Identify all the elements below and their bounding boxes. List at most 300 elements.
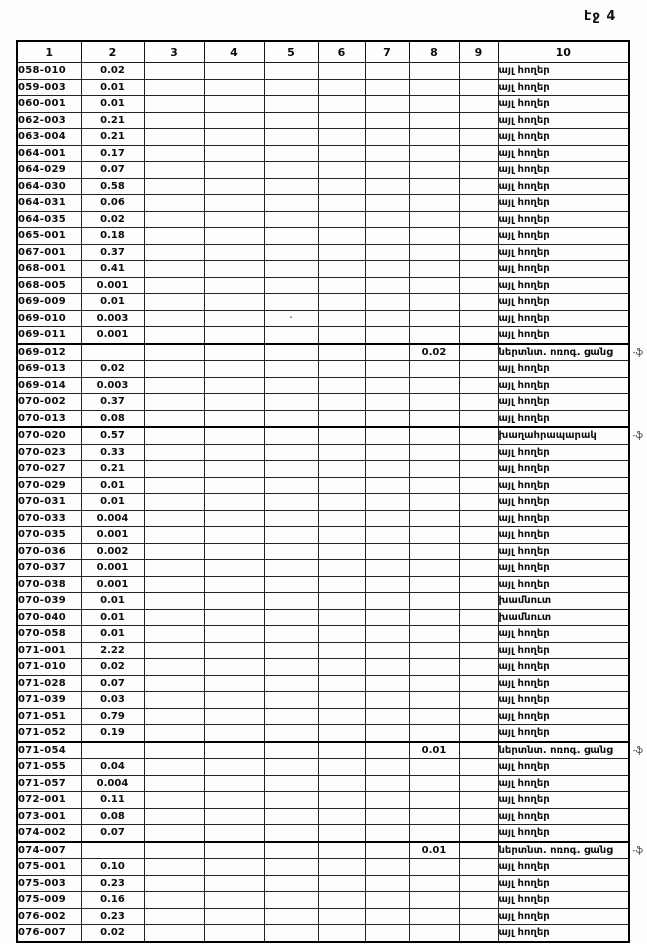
parcel-code-cell: 071-052 bbox=[17, 725, 81, 742]
area-value-cell: 0.79 bbox=[81, 708, 144, 725]
empty-cell bbox=[409, 178, 459, 195]
empty-cell bbox=[409, 875, 459, 892]
area-value-cell: 0.18 bbox=[81, 228, 144, 245]
empty-cell bbox=[264, 675, 318, 692]
empty-cell bbox=[365, 875, 409, 892]
land-use-label: ներտնտ. ոռոգ. ցանց bbox=[498, 744, 613, 756]
empty-cell bbox=[144, 178, 204, 195]
empty-cell bbox=[318, 510, 365, 527]
empty-cell bbox=[264, 228, 318, 245]
empty-cell bbox=[264, 178, 318, 195]
area-value-cell: 0.58 bbox=[81, 178, 144, 195]
area-value-cell: 0.41 bbox=[81, 261, 144, 278]
empty-cell bbox=[144, 825, 204, 842]
land-use-cell bbox=[498, 427, 643, 444]
empty-cell bbox=[144, 842, 204, 859]
empty-cell bbox=[318, 925, 365, 942]
table-row bbox=[17, 294, 629, 311]
empty-cell bbox=[144, 742, 204, 759]
parcel-code-cell: 070-058 bbox=[17, 626, 81, 643]
table-row bbox=[17, 145, 629, 162]
table-row bbox=[17, 675, 629, 692]
area-value-cell: 0.01 bbox=[81, 494, 144, 511]
empty-cell bbox=[409, 145, 459, 162]
empty-cell bbox=[204, 178, 264, 195]
empty-cell bbox=[144, 692, 204, 709]
empty-cell bbox=[459, 394, 498, 411]
table-row bbox=[17, 427, 629, 444]
empty-cell bbox=[459, 859, 498, 876]
table-row bbox=[17, 494, 629, 511]
empty-cell bbox=[318, 129, 365, 146]
empty-cell bbox=[409, 129, 459, 146]
land-use-cell bbox=[498, 377, 629, 394]
land-use-cell bbox=[498, 892, 629, 909]
empty-cell bbox=[264, 792, 318, 809]
empty-cell bbox=[318, 775, 365, 792]
empty-cell bbox=[365, 775, 409, 792]
empty-cell bbox=[365, 759, 409, 776]
empty-cell bbox=[365, 510, 409, 527]
table-row bbox=[17, 659, 629, 676]
empty-cell bbox=[365, 477, 409, 494]
land-use-cell bbox=[498, 842, 643, 859]
empty-cell bbox=[459, 808, 498, 825]
empty-cell bbox=[144, 327, 204, 344]
empty-cell bbox=[365, 659, 409, 676]
parcel-code-cell: 070-002 bbox=[17, 394, 81, 411]
area-value-cell: 0.08 bbox=[81, 410, 144, 427]
empty-cell bbox=[365, 609, 409, 626]
empty-cell bbox=[365, 494, 409, 511]
empty-cell bbox=[264, 277, 318, 294]
parcel-code-cell: 067-001 bbox=[17, 244, 81, 261]
area-value-cell: 0.23 bbox=[81, 875, 144, 892]
area-value-cell: 0.19 bbox=[81, 725, 144, 742]
empty-cell bbox=[459, 792, 498, 809]
land-use-label: այլ հողեր bbox=[498, 379, 550, 391]
empty-cell bbox=[204, 228, 264, 245]
empty-cell bbox=[409, 494, 459, 511]
empty-cell bbox=[409, 427, 459, 444]
empty-cell bbox=[144, 494, 204, 511]
margin-handwritten-note: -ֆ bbox=[632, 431, 643, 441]
area-value-cell: 0.01 bbox=[81, 294, 144, 311]
empty-cell bbox=[264, 494, 318, 511]
land-use-cell bbox=[498, 908, 629, 925]
table-row bbox=[17, 310, 629, 327]
empty-cell bbox=[365, 344, 409, 361]
empty-cell bbox=[409, 444, 459, 461]
parcel-code-cell: 070-020 bbox=[17, 427, 81, 444]
land-use-cell bbox=[498, 642, 629, 659]
parcel-code-cell: 069-010 bbox=[17, 310, 81, 327]
empty-cell bbox=[409, 626, 459, 643]
empty-cell bbox=[144, 609, 204, 626]
table-row bbox=[17, 593, 629, 610]
empty-cell bbox=[365, 642, 409, 659]
empty-cell bbox=[409, 892, 459, 909]
empty-cell bbox=[409, 477, 459, 494]
area-value-cell bbox=[81, 842, 144, 859]
empty-cell bbox=[144, 211, 204, 228]
empty-cell bbox=[459, 593, 498, 610]
table-row bbox=[17, 842, 629, 859]
empty-cell bbox=[459, 162, 498, 179]
land-use-label: այլ հողեր bbox=[498, 910, 550, 922]
area-value-cell: 0.04 bbox=[81, 759, 144, 776]
column8-value-cell: 0.01 bbox=[409, 842, 459, 859]
empty-cell bbox=[459, 96, 498, 113]
land-use-label: այլ հողեր bbox=[498, 827, 550, 839]
land-use-label: այլ հողեր bbox=[498, 677, 550, 689]
land-use-label: այլ հողեր bbox=[498, 65, 550, 77]
parcel-code-cell: 070-037 bbox=[17, 560, 81, 577]
empty-cell bbox=[264, 626, 318, 643]
empty-cell bbox=[144, 527, 204, 544]
area-value-cell: 0.001 bbox=[81, 327, 144, 344]
empty-cell bbox=[144, 410, 204, 427]
parcel-code-cell: 070-040 bbox=[17, 609, 81, 626]
land-use-label: այլ հողեր bbox=[498, 463, 550, 475]
empty-cell bbox=[318, 228, 365, 245]
parcel-code-cell: 070-035 bbox=[17, 527, 81, 544]
empty-cell bbox=[409, 410, 459, 427]
empty-cell bbox=[204, 211, 264, 228]
empty-cell bbox=[264, 427, 318, 444]
empty-cell bbox=[204, 129, 264, 146]
empty-cell bbox=[409, 708, 459, 725]
empty-cell bbox=[409, 759, 459, 776]
empty-cell bbox=[204, 527, 264, 544]
empty-cell bbox=[144, 277, 204, 294]
empty-cell bbox=[204, 494, 264, 511]
parcel-code-cell: 072-001 bbox=[17, 792, 81, 809]
empty-cell bbox=[459, 892, 498, 909]
empty-cell bbox=[459, 344, 498, 361]
table-row bbox=[17, 63, 629, 80]
empty-cell bbox=[144, 759, 204, 776]
stray-mark-cell bbox=[264, 310, 318, 327]
empty-cell bbox=[318, 892, 365, 909]
empty-cell bbox=[459, 675, 498, 692]
empty-cell bbox=[318, 79, 365, 96]
empty-cell bbox=[144, 908, 204, 925]
empty-cell bbox=[264, 145, 318, 162]
empty-cell bbox=[459, 461, 498, 478]
empty-cell bbox=[318, 527, 365, 544]
empty-cell bbox=[264, 659, 318, 676]
land-use-label: ներտնտ. ոռոգ. ցանց bbox=[498, 346, 613, 358]
area-value-cell: 0.21 bbox=[81, 112, 144, 129]
parcel-code-cell: 059-003 bbox=[17, 79, 81, 96]
empty-cell bbox=[144, 361, 204, 378]
margin-handwritten-note: -ֆ bbox=[632, 745, 643, 756]
empty-cell bbox=[264, 461, 318, 478]
empty-cell bbox=[204, 162, 264, 179]
parcel-code-cell: 069-011 bbox=[17, 327, 81, 344]
column-header-10: 10 bbox=[498, 41, 629, 63]
empty-cell bbox=[365, 842, 409, 859]
empty-cell bbox=[459, 178, 498, 195]
parcel-code-cell: 062-003 bbox=[17, 112, 81, 129]
land-use-cell bbox=[498, 725, 629, 742]
empty-cell bbox=[365, 708, 409, 725]
empty-cell bbox=[204, 461, 264, 478]
empty-cell bbox=[144, 792, 204, 809]
empty-cell bbox=[144, 925, 204, 942]
empty-cell bbox=[365, 444, 409, 461]
empty-cell bbox=[459, 261, 498, 278]
table-header-row bbox=[17, 41, 629, 63]
empty-cell bbox=[409, 908, 459, 925]
land-use-label: այլ հողեր bbox=[498, 479, 550, 491]
empty-cell bbox=[365, 427, 409, 444]
empty-cell bbox=[459, 310, 498, 327]
table-row bbox=[17, 444, 629, 461]
empty-cell bbox=[409, 725, 459, 742]
empty-cell bbox=[365, 410, 409, 427]
empty-cell bbox=[409, 277, 459, 294]
land-use-cell bbox=[498, 162, 629, 179]
empty-cell bbox=[144, 808, 204, 825]
land-use-label: խամնուտ bbox=[498, 611, 552, 623]
land-use-label: այլ հողեր bbox=[498, 927, 550, 939]
area-value-cell: 0.001 bbox=[81, 560, 144, 577]
empty-cell bbox=[365, 461, 409, 478]
stray-mark: · bbox=[289, 313, 293, 323]
empty-cell bbox=[459, 327, 498, 344]
land-use-label: խաղահրապարակ bbox=[498, 430, 597, 442]
empty-cell bbox=[365, 277, 409, 294]
table-row bbox=[17, 875, 629, 892]
empty-cell bbox=[409, 228, 459, 245]
parcel-code-cell: 069-009 bbox=[17, 294, 81, 311]
land-use-label: այլ հողեր bbox=[498, 661, 550, 673]
land-use-label: այլ հողեր bbox=[498, 562, 550, 574]
empty-cell bbox=[459, 277, 498, 294]
empty-cell bbox=[264, 892, 318, 909]
land-use-cell bbox=[498, 178, 629, 195]
empty-cell bbox=[365, 675, 409, 692]
land-use-cell bbox=[498, 759, 629, 776]
area-value-cell bbox=[81, 344, 144, 361]
parcel-code-cell: 071-028 bbox=[17, 675, 81, 692]
empty-cell bbox=[365, 294, 409, 311]
land-use-cell bbox=[498, 875, 629, 892]
land-use-cell bbox=[498, 675, 629, 692]
land-use-label: այլ հողեր bbox=[498, 246, 550, 258]
land-use-cell bbox=[498, 310, 629, 327]
empty-cell bbox=[204, 327, 264, 344]
empty-cell bbox=[318, 112, 365, 129]
land-use-label: այլ հողեր bbox=[498, 512, 550, 524]
land-use-label: այլ հողեր bbox=[498, 263, 550, 275]
empty-cell bbox=[459, 195, 498, 212]
empty-cell bbox=[318, 708, 365, 725]
table-row bbox=[17, 244, 629, 261]
land-use-label: այլ հողեր bbox=[498, 761, 550, 773]
empty-cell bbox=[264, 112, 318, 129]
empty-cell bbox=[264, 875, 318, 892]
land-use-cell bbox=[498, 145, 629, 162]
empty-cell bbox=[409, 925, 459, 942]
table-row bbox=[17, 79, 629, 96]
land-use-cell bbox=[498, 477, 629, 494]
empty-cell bbox=[318, 692, 365, 709]
land-use-label: այլ հողեր bbox=[498, 496, 550, 508]
empty-cell bbox=[264, 725, 318, 742]
empty-cell bbox=[264, 211, 318, 228]
empty-cell bbox=[204, 261, 264, 278]
parcel-code-cell: 064-029 bbox=[17, 162, 81, 179]
empty-cell bbox=[144, 394, 204, 411]
area-value-cell: 0.17 bbox=[81, 145, 144, 162]
empty-cell bbox=[264, 129, 318, 146]
empty-cell bbox=[204, 892, 264, 909]
empty-cell bbox=[459, 477, 498, 494]
empty-cell bbox=[204, 642, 264, 659]
empty-cell bbox=[144, 112, 204, 129]
empty-cell bbox=[365, 892, 409, 909]
empty-cell bbox=[204, 277, 264, 294]
land-use-cell bbox=[498, 394, 629, 411]
empty-cell bbox=[204, 708, 264, 725]
empty-cell bbox=[204, 394, 264, 411]
empty-cell bbox=[204, 195, 264, 212]
parcel-code-cell: 068-005 bbox=[17, 277, 81, 294]
empty-cell bbox=[318, 327, 365, 344]
empty-cell bbox=[204, 510, 264, 527]
land-use-label: այլ հողեր bbox=[498, 628, 550, 640]
land-use-label: այլ հողեր bbox=[498, 578, 550, 590]
parcel-code-cell: 070-027 bbox=[17, 461, 81, 478]
area-value-cell bbox=[81, 742, 144, 759]
area-value-cell: 2.22 bbox=[81, 642, 144, 659]
empty-cell bbox=[365, 626, 409, 643]
land-use-label: այլ հողեր bbox=[498, 279, 550, 291]
land-use-cell bbox=[498, 708, 629, 725]
empty-cell bbox=[144, 162, 204, 179]
empty-cell bbox=[409, 96, 459, 113]
empty-cell bbox=[318, 875, 365, 892]
empty-cell bbox=[459, 129, 498, 146]
land-use-cell bbox=[498, 775, 629, 792]
land-use-label: այլ հողեր bbox=[498, 197, 550, 209]
page-number-label: էջ 4 bbox=[584, 9, 617, 24]
empty-cell bbox=[409, 675, 459, 692]
empty-cell bbox=[264, 908, 318, 925]
empty-cell bbox=[409, 377, 459, 394]
land-use-cell bbox=[498, 808, 629, 825]
empty-cell bbox=[409, 692, 459, 709]
land-use-cell bbox=[498, 327, 629, 344]
empty-cell bbox=[409, 211, 459, 228]
area-value-cell: 0.07 bbox=[81, 825, 144, 842]
empty-cell bbox=[144, 310, 204, 327]
parcel-code-cell: 064-031 bbox=[17, 195, 81, 212]
parcel-code-cell: 071-051 bbox=[17, 708, 81, 725]
land-use-cell bbox=[498, 792, 629, 809]
empty-cell bbox=[144, 543, 204, 560]
empty-cell bbox=[459, 145, 498, 162]
parcel-code-cell: 070-039 bbox=[17, 593, 81, 610]
empty-cell bbox=[365, 560, 409, 577]
empty-cell bbox=[264, 444, 318, 461]
area-value-cell: 0.02 bbox=[81, 659, 144, 676]
empty-cell bbox=[409, 527, 459, 544]
parcel-code-cell: 070-036 bbox=[17, 543, 81, 560]
empty-cell bbox=[318, 361, 365, 378]
empty-cell bbox=[318, 294, 365, 311]
area-value-cell: 0.003 bbox=[81, 377, 144, 394]
land-use-label: այլ հողեր bbox=[498, 98, 550, 110]
empty-cell bbox=[204, 427, 264, 444]
land-use-label: այլ հողեր bbox=[498, 164, 550, 176]
empty-cell bbox=[365, 742, 409, 759]
empty-cell bbox=[365, 327, 409, 344]
area-value-cell: 0.02 bbox=[81, 63, 144, 80]
empty-cell bbox=[409, 642, 459, 659]
empty-cell bbox=[204, 825, 264, 842]
column-header-3: 3 bbox=[144, 41, 204, 63]
empty-cell bbox=[264, 543, 318, 560]
land-use-label: ներտնտ. ոռոգ. ցանց bbox=[498, 844, 613, 856]
empty-cell bbox=[459, 875, 498, 892]
empty-cell bbox=[459, 908, 498, 925]
empty-cell bbox=[459, 377, 498, 394]
table-row bbox=[17, 162, 629, 179]
empty-cell bbox=[459, 742, 498, 759]
empty-cell bbox=[459, 361, 498, 378]
empty-cell bbox=[459, 576, 498, 593]
area-value-cell: 0.003 bbox=[81, 310, 144, 327]
empty-cell bbox=[264, 808, 318, 825]
empty-cell bbox=[144, 659, 204, 676]
empty-cell bbox=[318, 642, 365, 659]
table-row bbox=[17, 692, 629, 709]
table-row bbox=[17, 377, 629, 394]
empty-cell bbox=[409, 560, 459, 577]
area-value-cell: 0.10 bbox=[81, 859, 144, 876]
empty-cell bbox=[409, 162, 459, 179]
empty-cell bbox=[264, 825, 318, 842]
table-row bbox=[17, 410, 629, 427]
empty-cell bbox=[204, 410, 264, 427]
parcel-code-cell: 071-057 bbox=[17, 775, 81, 792]
empty-cell bbox=[144, 195, 204, 212]
empty-cell bbox=[144, 444, 204, 461]
land-use-cell bbox=[498, 576, 629, 593]
table-row bbox=[17, 759, 629, 776]
empty-cell bbox=[365, 195, 409, 212]
area-value-cell: 0.16 bbox=[81, 892, 144, 909]
land-use-cell bbox=[498, 692, 629, 709]
empty-cell bbox=[365, 925, 409, 942]
land-use-cell bbox=[498, 527, 629, 544]
empty-cell bbox=[365, 112, 409, 129]
empty-cell bbox=[409, 808, 459, 825]
empty-cell bbox=[318, 444, 365, 461]
empty-cell bbox=[365, 527, 409, 544]
empty-cell bbox=[409, 294, 459, 311]
empty-cell bbox=[144, 461, 204, 478]
empty-cell bbox=[144, 560, 204, 577]
land-use-cell bbox=[498, 277, 629, 294]
table-row bbox=[17, 908, 629, 925]
empty-cell bbox=[204, 63, 264, 80]
land-use-label: այլ հողեր bbox=[498, 877, 550, 889]
